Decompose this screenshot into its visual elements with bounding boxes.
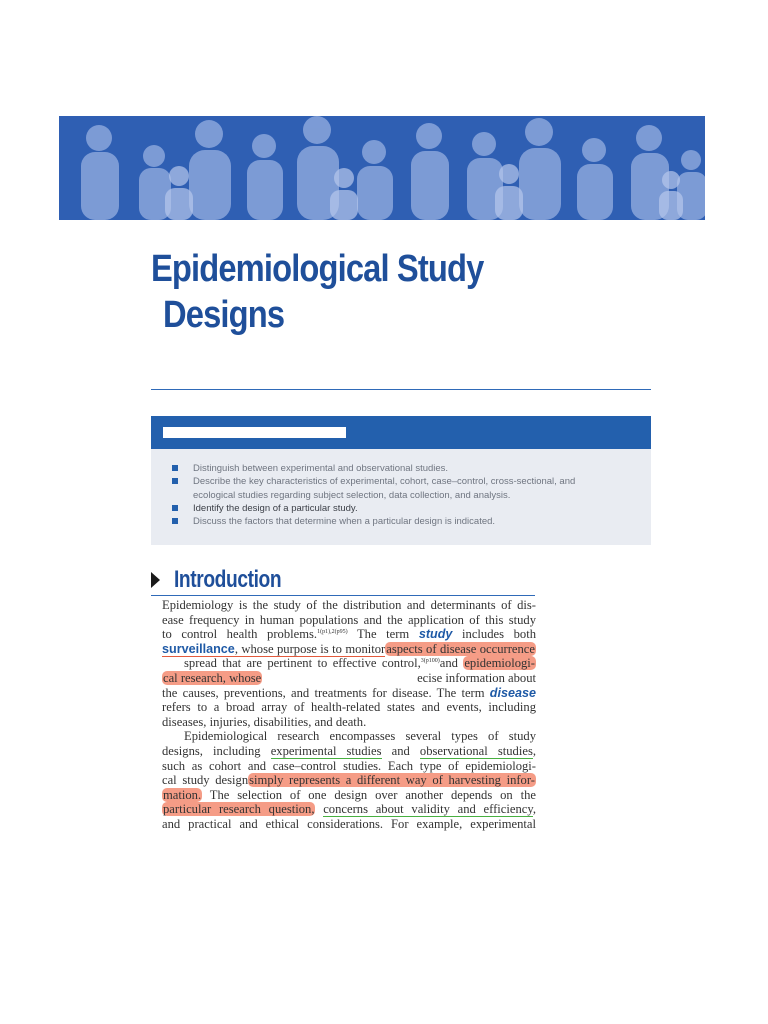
- chapter-title: [151, 246, 483, 338]
- text-line: particular research question, concerns about validity and efficiency,: [163, 802, 536, 817]
- highlight-annotation: aspects of disease occurrence: [386, 641, 535, 656]
- highlight-annotation: mation.: [163, 787, 202, 802]
- underline-annotation: experimental studies: [270, 743, 382, 758]
- square-bullet-icon: [172, 505, 178, 511]
- citation-superscript: 3(p100): [420, 658, 440, 665]
- text-line: cal study designsimply represents a different way of harvesting infor-: [162, 773, 535, 788]
- people-silhouettes-graphic: [59, 116, 705, 220]
- text-line: diseases, injuries, disabilities, and death.: [162, 714, 367, 729]
- objective-item: Distinguish between experimental and observational studies.: [171, 462, 651, 475]
- section-heading-text: Introduction: [174, 566, 282, 593]
- underline-annotation: observational studies: [419, 743, 533, 758]
- title-divider: [151, 389, 651, 390]
- objective-item: Identify the design of a particular study.: [171, 502, 651, 515]
- text-line: such as cohort and case–control studies. Each type of epidemiologi-: [162, 758, 536, 773]
- highlight-annotation: cal research, whose: [163, 670, 262, 685]
- chapter-banner-image: [59, 116, 705, 220]
- triangle-right-icon: [151, 572, 160, 588]
- objective-item: Discuss the factors that determine when a particular design is indicated.: [171, 515, 651, 528]
- text-line: the causes, preventions, and treatments for disease. The term disease: [162, 685, 536, 700]
- text-line: designs, including experimental studies and observational studies,: [162, 743, 537, 758]
- highlight-annotation: particular research question,: [163, 802, 315, 817]
- introduction-body: [162, 598, 536, 832]
- objectives-box: [151, 449, 651, 545]
- text-line: spread that are pertinent to effective control,$^{3(p100)}$and epidemiologi-: [184, 656, 535, 671]
- text-line: refers to a broad array of health-related states and events, including: [162, 700, 536, 715]
- objective-item-continued: ecological studies regarding subject selection, data collection, and analysis.: [193, 489, 511, 501]
- text-line: cal research, whose ecise information about: [163, 670, 536, 685]
- text-line: and practical and ethical considerations. For example, experimental: [162, 816, 536, 831]
- underline-annotation: concerns about validity and efficiency: [323, 802, 533, 817]
- section-heading-introduction: [151, 565, 308, 595]
- objectives-header: [151, 416, 651, 449]
- text-line: mation. The selection of one design over another depends on the: [163, 787, 536, 802]
- key-term-disease: disease: [489, 685, 536, 700]
- text-line: Epidemiological research encompasses several types of study: [184, 729, 536, 744]
- chapter-title-line-1: Epidemiological Study: [151, 248, 484, 290]
- objective-item: Describe the key characteristics of experimental, cohort, case–control, cross-sectional, and: [171, 475, 651, 488]
- chapter-title-line-2: Designs: [163, 294, 285, 336]
- square-bullet-icon: [172, 478, 178, 484]
- highlight-annotation: simply represents a different way of harvesting infor-: [249, 773, 535, 788]
- text-line: to control health problems.$^{1(p1),2(p95)}$ The term study includes both: [162, 627, 536, 642]
- text-line: Epidemiology is the study of the distribution and determinants of dis-: [162, 598, 536, 612]
- square-bullet-icon: [172, 465, 178, 471]
- section-divider: [151, 595, 535, 596]
- objectives-list: [151, 449, 651, 528]
- square-bullet-icon: [172, 518, 178, 524]
- citation-superscript: 1(p1),2(p95): [317, 629, 348, 636]
- text-line: ease frequency in human populations and the application of this study: [162, 612, 536, 627]
- text-line: surveillance, whose purpose is to monitoraspects of disease occurrence: [162, 641, 535, 656]
- highlight-annotation: epidemiologi-: [464, 656, 535, 671]
- key-term-study: study: [418, 627, 453, 642]
- objectives-label-placeholder: [163, 427, 346, 438]
- key-term-surveillance: surveillance: [162, 641, 235, 656]
